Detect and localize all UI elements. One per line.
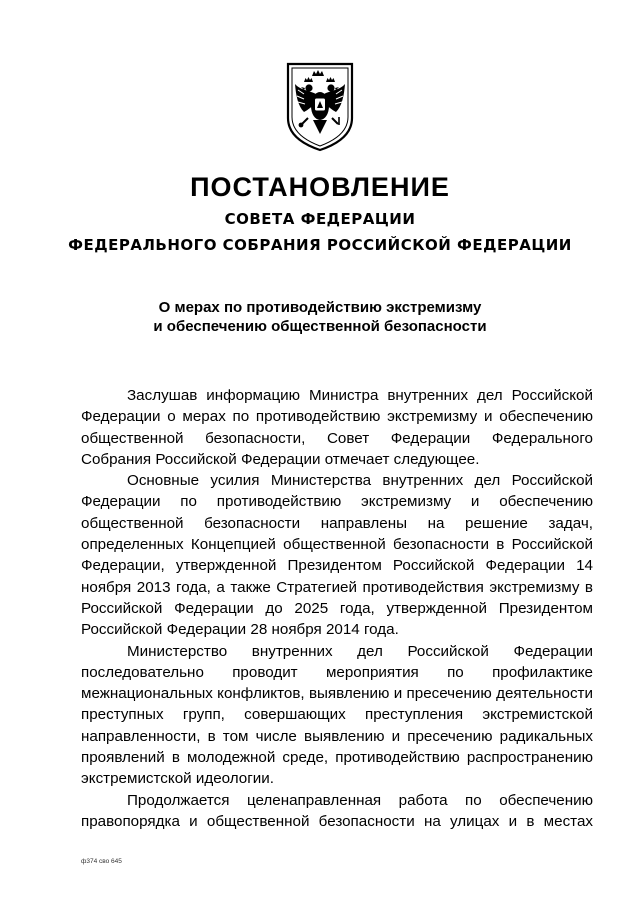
- footer-code: ф374 сво 645: [81, 858, 122, 865]
- body-paragraph-3: Министерство внутренних дел Российской Федерации последовательно проводит мероприятия по профилактике межнациональных конфликтов, выявлению и пресечению деятельности преступных групп, совершающих преступления экстремистской направленности, в том числе выявлению и пресечению радикальных проявлений в молодежной среде, противодействию распространению экстремистской идеологии.: [81, 642, 593, 788]
- body-paragraph-1: Заслушав информацию Министра внутренних дел Российской Федерации о мерах по противодействию экстремизму и обеспечению общественной безопасности, Совет Федерации Федерального Собрания Российской Федерации отмечает следующее.: [81, 387, 593, 468]
- russian-coat-of-arms-icon: [282, 60, 358, 154]
- document-type-title: ПОСТАНОВЛЕНИЕ: [190, 172, 450, 202]
- body-paragraph-4: Продолжается целенаправленная работа по обеспечению правопорядка и общественной безопасности на улицах и в местах: [81, 791, 593, 830]
- resolution-heading: [0, 298, 640, 336]
- body-paragraph-2: Основные усилия Министерства внутренних дел Российской Федерации по противодействию экстремизму и обеспечению общественной безопасности направлены на решение задач, определенных Концепцией общественной безопасности в Российской Федерации, утвержденной Президентом Российской Федерации 14 ноября 2013 года, а также Стратегией противодействия экстремизму в Российской Федерации до 2025 года, утвержденной Президентом Российской Федерации 28 ноября 2014 года.: [81, 472, 593, 639]
- issuer-line-1: СОВЕТА ФЕДЕРАЦИИ: [224, 210, 416, 228]
- document-body: [81, 385, 593, 832]
- heading-line-2: и обеспечению общественной безопасности: [153, 318, 487, 335]
- issuer-line-2: ФЕДЕРАЛЬНОГО СОБРАНИЯ РОССИЙСКОЙ ФЕДЕРАЦИИ: [68, 236, 572, 254]
- heading-line-1: О мерах по противодействию экстремизму: [158, 299, 482, 316]
